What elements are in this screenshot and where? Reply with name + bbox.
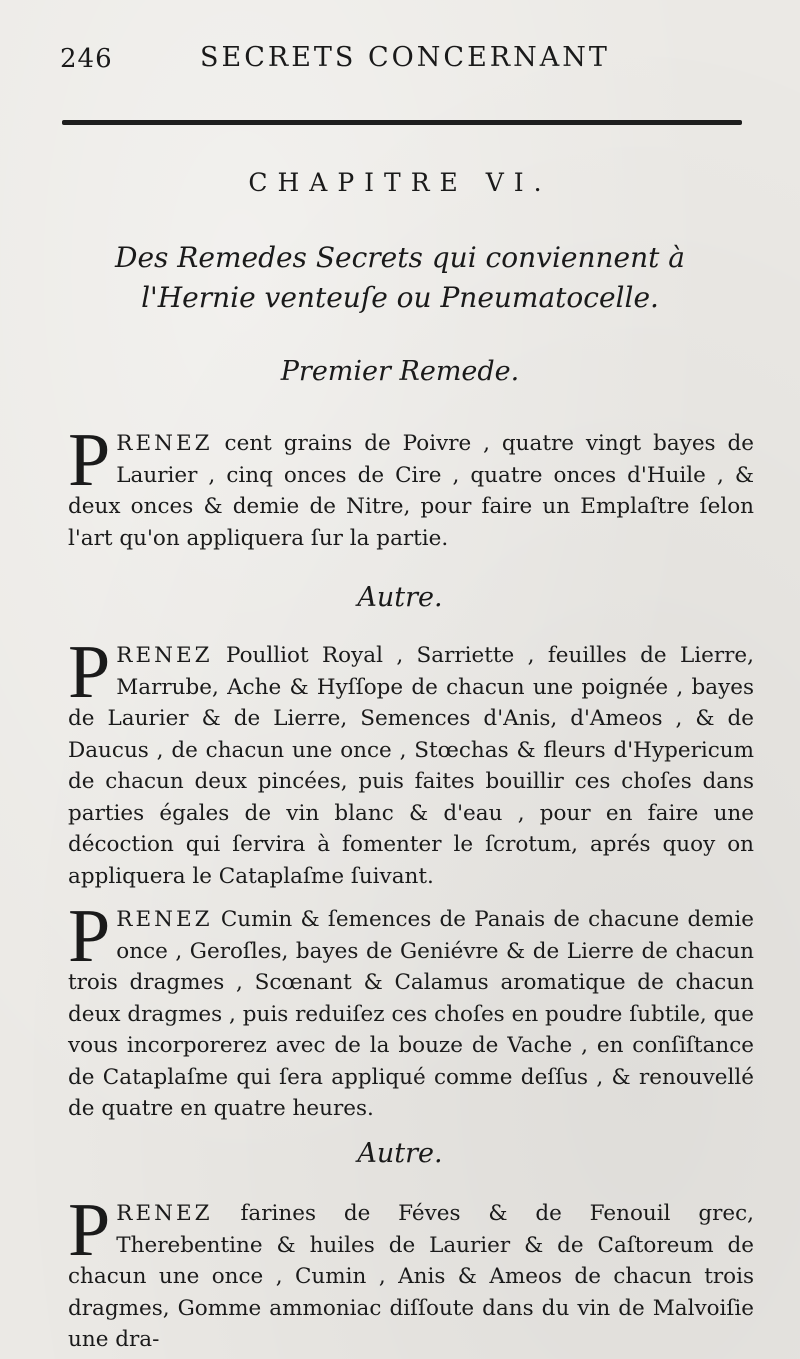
- recipe-paragraph: [68, 418, 754, 554]
- page-number: 246: [60, 44, 113, 74]
- drop-cap: P: [68, 418, 111, 502]
- section-heading: Autre.: [357, 582, 443, 613]
- lead-word: RENEZ: [116, 643, 213, 668]
- chapter-subtitle-line: l'Hernie venteuſe ou Pneumatocelle.: [141, 281, 659, 314]
- lead-word: RENEZ: [116, 431, 213, 456]
- chapter-subtitle-line: Des Remedes Secrets qui conviennent à: [115, 241, 685, 274]
- section-heading: Autre.: [357, 1138, 443, 1169]
- recipe-paragraph: [68, 630, 754, 892]
- recipe-paragraph: [68, 1188, 754, 1356]
- chapter-subtitle: [80, 238, 720, 318]
- running-head: SECRETS CONCERNANT: [200, 42, 610, 73]
- chapter-title: CHAPITRE VI.: [248, 168, 552, 197]
- paragraph-text: cent grains de Poivre , quatre vingt bayes de Laurier , cinq onces de Cire , quatre onces d'Huile , & deux onces & demie de Nitre, pour faire un Emplaſtre ſelon l'art qu'on appliquera ſur la partie.: [68, 431, 754, 551]
- header-rule: [62, 120, 742, 125]
- section-heading: Premier Remede.: [280, 356, 520, 387]
- drop-cap: P: [68, 894, 111, 978]
- drop-cap: P: [68, 630, 111, 714]
- recipe-paragraph: [68, 894, 754, 1125]
- drop-cap: P: [68, 1188, 111, 1272]
- lead-word: RENEZ: [116, 1201, 213, 1226]
- paragraph-text: farines de Féves & de Fenouil grec, Therebentine & huiles de Laurier & de Caſtoreum de chacun une once , Cumin , Anis & Ameos de chacun trois dragmes, Gomme ammoniac diſſoute dans du vin de Malvoiſie une dra-: [68, 1201, 754, 1352]
- paragraph-text: Cumin & ſemences de Panais de chacune demie once , Geroſles, bayes de Geniévre & de Lierre de chacun trois dragmes , Scœnant & Calamus aromatique de chacun deux dragmes , puis reduiſez ces choſes en poudre ſubtile, que vous incorporerez avec de la bouze de Vache , en conſiſtance de Cataplaſme qui ſera appliqué comme deſſus , & renouvellé de quatre en quatre heures.: [68, 907, 754, 1121]
- lead-word: RENEZ: [116, 907, 213, 932]
- page-header: [60, 40, 760, 80]
- paragraph-text: Poulliot Royal , Sarriette , feuilles de Lierre, Marrube, Ache & Hyſſope de chacun une poignée , bayes de Laurier & de Lierre, Semences d'Anis, d'Ameos , & de Daucus , de chacun une once , Stœchas & fleurs d'Hypericum de chacun deux pincées, puis faites bouillir ces choſes dans parties égales de vin blanc & d'eau , pour en faire une décoction qui ſervira à fomenter le ſcrotum, aprés quoy on appliquera le Cataplaſme ſuivant.: [68, 643, 754, 889]
